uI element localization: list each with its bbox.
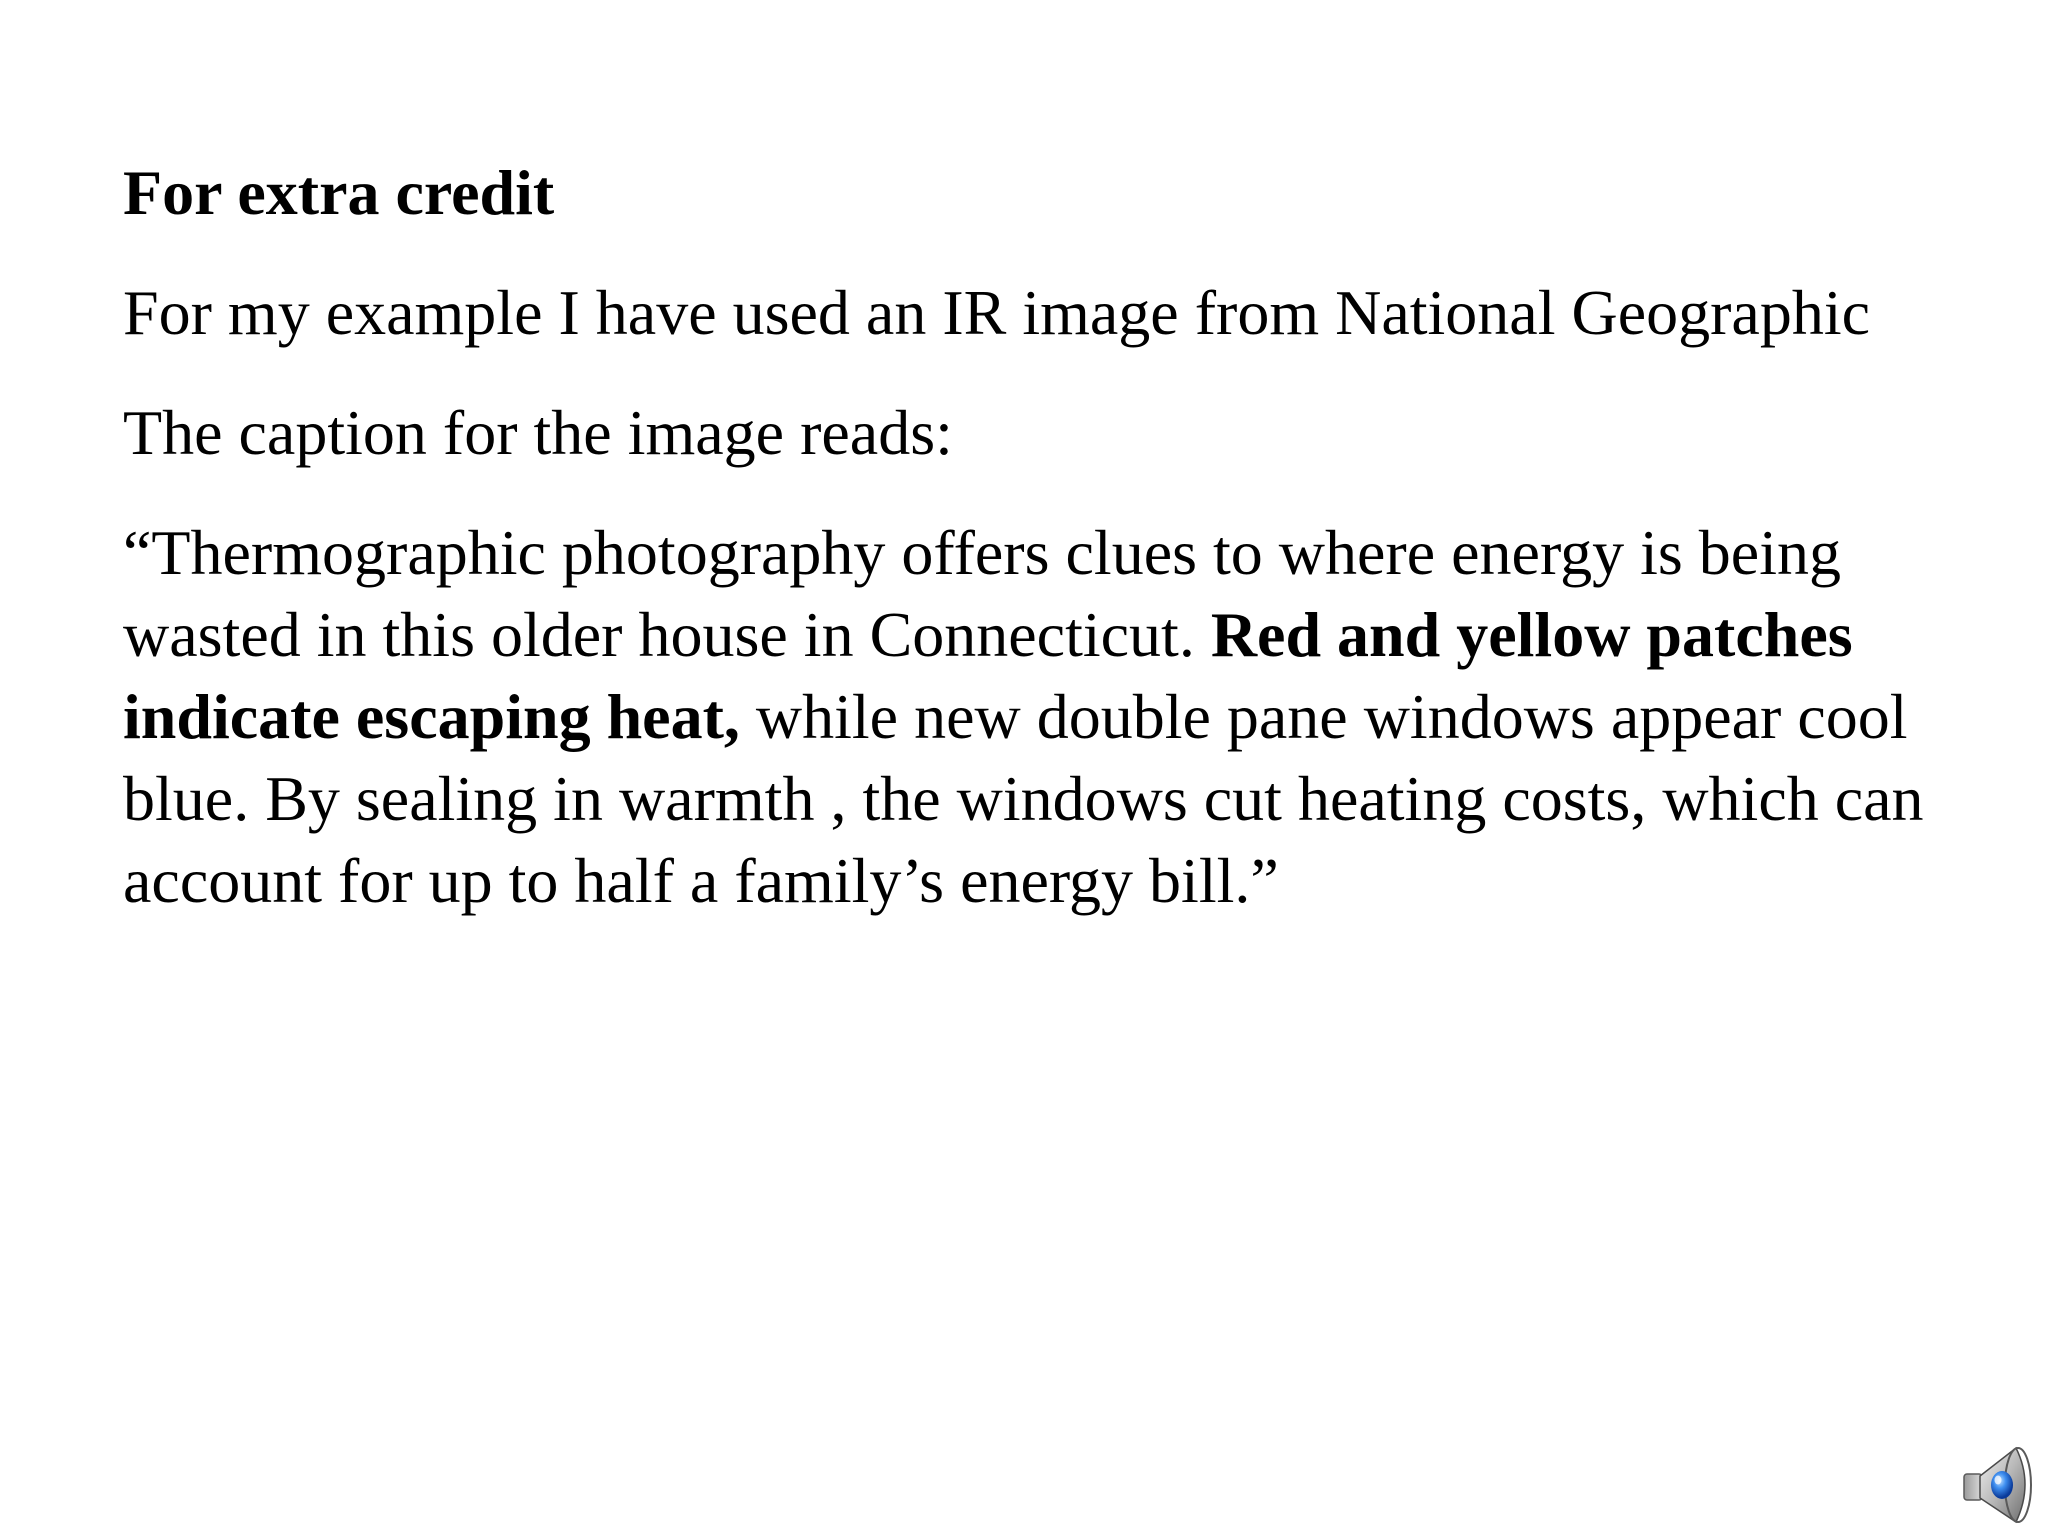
quote-text-part1: “Thermographic photography offers clues to where energy is being wasted in this older house in Connecticut.: [123, 517, 1841, 670]
quote-text-part2: while new double pane windows appear cool blue. By sealing in warmth , the windows cut heating costs, which can account for up to half a family’s energy bill.”: [123, 681, 1924, 916]
speaker-icon[interactable]: [1958, 1440, 2038, 1528]
paragraph-caption-intro: The caption for the image reads:: [123, 397, 953, 468]
slide-title: For extra credit: [123, 157, 555, 228]
caption-quote: [123, 512, 1953, 922]
quote-bold-text: Red and yellow patches indicate escaping heat,: [123, 599, 1853, 752]
slide-content: [123, 152, 1953, 960]
paragraph-example: For my example I have used an IR image from National Geographic: [123, 277, 1870, 348]
